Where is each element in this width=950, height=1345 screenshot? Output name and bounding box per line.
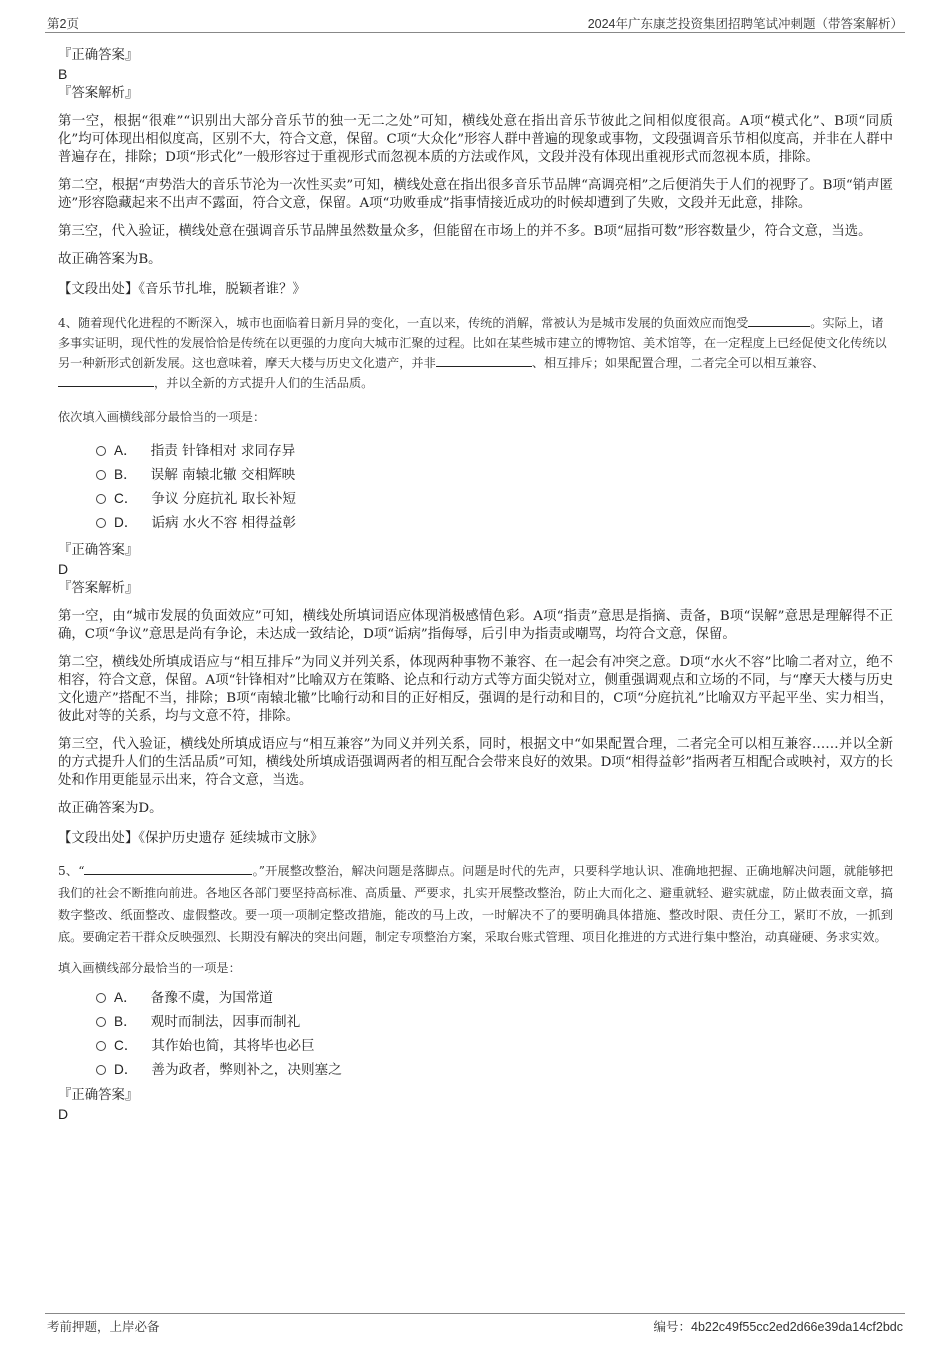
fill-blank [748,314,810,327]
option-b[interactable]: B． 观时而制法，因事而制礼 [96,1010,893,1034]
page-number: 第2页 [47,17,79,31]
page-footer [45,1313,905,1334]
radio-icon[interactable] [96,1041,106,1051]
answer-label: 『正确答案』 [58,1088,139,1103]
analysis-label: 『答案解析』 [58,581,139,596]
analysis-paragraph: 第三空，代入验证，横线处所填成语应与“相互兼容”为同义并列关系，同时，根据文中“如果配置合理，二者完全可以相互兼容……并以全新的方式提升人们的生活品质”可知，横线处所填成语强调两者的相互配合会带来良好的效果。D项“相得益彰”指两者互相配合或映衬，双方的长处和作用更能显示出来，符合文意，当选。 [58,737,893,788]
fill-blank [58,374,154,387]
option-b[interactable]: B． 误解 南辕北辙 交相辉映 [96,463,893,487]
document-id: 编号：4b22c49f55cc2ed2d66e39da14cf2bdc [653,1320,903,1334]
answer-value: B [58,66,68,82]
answer-label: 『正确答案』 [58,48,139,63]
question-prompt: 依次填入画横线部分最恰当的一项是： [58,410,266,424]
radio-icon[interactable] [96,494,106,504]
analysis-paragraph: 第一空，根据“很难”“识别出大部分音乐节的独一无二之处”可知，横线处意在指出音乐节彼此之间相似度很高。A项“模式化”、B项“同质化”均可体现出相似度高，区别不大，符合文意，保留。C项“大众化”形容人群中普遍的现象或事物，文段强调音乐节相似度高，并非在人群中普遍存在，排除；D项“形式化”一般形容过于重视形式而忽视本质的方法或作风，文段并没有体现出重视形式而忽视本质，排除。 [58,114,893,165]
footer-slogan: 考前押题，上岸必备 [47,1320,160,1334]
option-c[interactable]: C． 争议 分庭抗礼 取长补短 [96,487,893,511]
radio-icon[interactable] [96,1017,106,1027]
source-citation: 【文段出处】《保护历史遗存 延续城市文脉》 [58,831,324,846]
option-a[interactable]: A． 备豫不虞，为国常道 [96,986,893,1010]
source-citation: 【文段出处】《音乐节扎堆，脱颖者谁？》 [58,282,306,297]
option-d[interactable]: D． 诟病 水火不容 相得益彰 [96,511,893,535]
answer-value: D [58,1106,69,1122]
option-a[interactable]: A． 指责 针锋相对 求同存异 [96,439,893,463]
analysis-paragraph: 第一空，由“城市发展的负面效应”可知，横线处所填词语应体现消极感情色彩。A项“指责”意思是指摘、责备，B项“误解”意思是理解得不正确，C项“争议”意思是尚有争论，未达成一致结论，D项“诟病”指侮辱，后引申为指责或嘲骂，均符合文意，保留。 [58,609,893,642]
analysis-label: 『答案解析』 [58,86,139,101]
fill-blank [84,862,252,875]
option-c[interactable]: C． 其作始也简，其将毕也必巨 [96,1034,893,1058]
fill-blank [436,354,532,367]
answer-value: D [58,561,69,577]
analysis-conclusion: 故正确答案为B。 [58,252,162,267]
question-prompt: 填入画横线部分最恰当的一项是： [58,961,241,975]
analysis-paragraph: 第三空，代入验证，横线处意在强调音乐节品牌虽然数量众多，但能留在市场上的并不多。B项“屈指可数”形容数量少，符合文意，当选。 [58,224,872,239]
radio-icon[interactable] [96,1065,106,1075]
analysis-paragraph: 第二空，横线处所填成语应与“相互排斥”为同义并列关系，体现两种事物不兼容、在一起会有冲突之意。D项“水火不容”比喻二者对立，绝不相容，符合文意，保留。A项“针锋相对”比喻双方在策略、论点和行动方式等方面尖锐对立，侧重强调观点和立场的不同，与“摩天大楼与历史文化遗产”搭配不当，排除；B项“南辕北辙”比喻行动和目的正好相反，强调的是行动和目的，C项“分庭抗礼”比喻双方平起平坐、实力相当，彼此对等的关系，均与文意不符，排除。 [58,655,893,724]
radio-icon[interactable] [96,518,106,528]
analysis-conclusion: 故正确答案为D。 [58,801,163,816]
option-list [96,439,893,535]
document-body [58,46,893,1124]
analysis-paragraph: 第二空，根据“声势浩大的音乐节沦为一次性买卖”可知，横线处意在指出很多音乐节品牌“高调亮相”之后便消失于人们的视野了。B项“销声匿迹”形容隐藏起来不出声不露面，符合文意，保留。A项“功败垂成”指事情接近成功的时候却遭到了失败，文段并无此意，排除。 [58,178,893,211]
option-d[interactable]: D． 善为政者，弊则补之，决则塞之 [96,1058,893,1082]
document-title: 2024年广东康芝投资集团招聘笔试冲刺题（带答案解析） [587,17,903,31]
radio-icon[interactable] [96,446,106,456]
question-stem: 5、“ 。”开展整改整治，解决问题是落脚点。问题是时代的先声，只要科学地认识、准确地把握、正确地解决问题，就能够把我们的社会不断推向前进。各地区各部门要坚持高标准、高质量、严要求，扎实开展整改整治，防止大而化之、避重就轻、避实就虚，防止做表面文章，搞数字整改、纸面整改、虚假整改。要一项一项制定整改措施，能改的马上改，一时解决不了的要明确具体措施、整改时限、责任分工，紧盯不放，一抓到底。要确定若干群众反映强烈、长期没有解决的突出问题，制定专项整治方案，采取台账式管理、项目化推进的方式进行集中整治，动真碰硬、务求实效。 [58,864,893,944]
page-header [45,12,905,33]
radio-icon[interactable] [96,470,106,480]
radio-icon[interactable] [96,993,106,1003]
question-stem: 4、随着现代化进程的不断深入，城市也面临着日新月异的变化，一直以来，传统的消解，常被认为是城市发展的负面效应而饱受 。实际上，诸多事实证明，现代性的发展恰恰是传统在以更强的力度向大城市汇聚的过程。比如在某些城市建立的博物馆、美术馆等，在一定程度上已经促使文化传统以另一种新形式创新发展。这也意味着，摩天大楼与历史文化遗产，并非 、相互排斥；如果配置合理，二者完全可以相互兼容、，并以全新的方式提升人们的生活品质。 [58,316,887,390]
option-list [96,986,893,1082]
answer-label: 『正确答案』 [58,543,139,558]
